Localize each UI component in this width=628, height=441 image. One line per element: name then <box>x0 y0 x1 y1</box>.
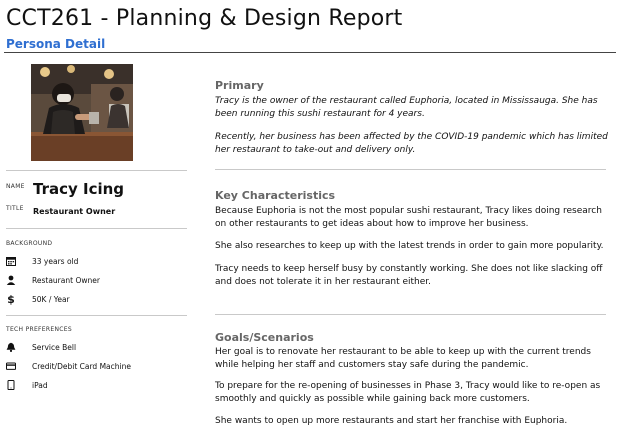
divider <box>6 170 187 171</box>
tech-item <box>6 341 77 353</box>
background-label: BACKGROUND <box>6 240 53 247</box>
tech-preferences-label: TECH PREFERENCES <box>6 326 72 333</box>
primary-paragraph: Recently, her business has been affected by the COVID-19 pandemic which has limited her restaurant to take-out and delivery only. <box>215 132 608 155</box>
tech-item-text: Service Bell <box>32 342 77 352</box>
tech-item-text: Credit/Debit Card Machine <box>32 361 131 371</box>
page-title: CCT261 - Planning & Design Report <box>6 6 403 31</box>
tablet-icon <box>6 380 16 390</box>
background-item-text: 33 years old <box>32 256 79 266</box>
primary-paragraph: Tracy is the owner of the restaurant called Euphoria, located in Mississauga. She has been running this sushi restaurant for 4 years. <box>215 96 598 119</box>
page-subtitle: Persona Detail <box>6 37 106 51</box>
goals-heading: Goals/Scenarios <box>215 331 314 344</box>
key-characteristics-paragraph: Tracy needs to keep herself busy by constantly working. She does not like slacking off and does not tolerate it in her restaurant either. <box>215 264 603 287</box>
title-divider <box>4 52 616 53</box>
goals-paragraph: Her goal is to renovate her restaurant to be able to keep up with the current trends while helping her staff and customers stay safe during the pandemic. <box>215 347 591 370</box>
background-item <box>6 274 100 286</box>
background-item-text: Restaurant Owner <box>32 275 100 285</box>
bell-icon <box>6 342 16 352</box>
tech-item <box>6 379 48 391</box>
primary-heading: Primary <box>215 79 264 92</box>
background-item <box>6 255 79 267</box>
key-characteristics-heading: Key Characteristics <box>215 189 336 202</box>
goals-paragraph: She wants to open up more restaurants and start her franchise with Euphoria. <box>215 416 568 426</box>
background-item-text: 50K / Year <box>32 294 70 304</box>
persona-photo <box>31 64 133 161</box>
key-characteristics-paragraph: She also researches to keep up with the latest trends in order to gain more popularity. <box>215 241 604 251</box>
credit-card-icon <box>6 361 16 371</box>
dollar-icon: $ <box>7 292 15 306</box>
goals-paragraph: To prepare for the re-opening of businesses in Phase 3, Tracy would like to re-open as smoothly and quickly as possible while gaining back more customers. <box>215 381 601 404</box>
divider <box>215 314 606 315</box>
persona-title: Restaurant Owner <box>33 207 116 216</box>
persona-name: Tracy Icing <box>33 180 125 198</box>
title-label: TITLE <box>6 205 24 212</box>
divider <box>6 228 187 229</box>
name-label: NAME <box>6 183 25 190</box>
tech-item <box>6 360 131 372</box>
person-icon <box>6 275 16 285</box>
key-characteristics-paragraph: Because Euphoria is not the most popular sushi restaurant, Tracy likes doing research on other restaurants to get ideas about how to improve her business. <box>215 206 602 229</box>
tech-item-text: iPad <box>32 380 48 390</box>
divider <box>215 169 606 170</box>
background-item <box>6 292 70 306</box>
divider <box>6 315 187 316</box>
calendar-icon <box>6 256 16 266</box>
